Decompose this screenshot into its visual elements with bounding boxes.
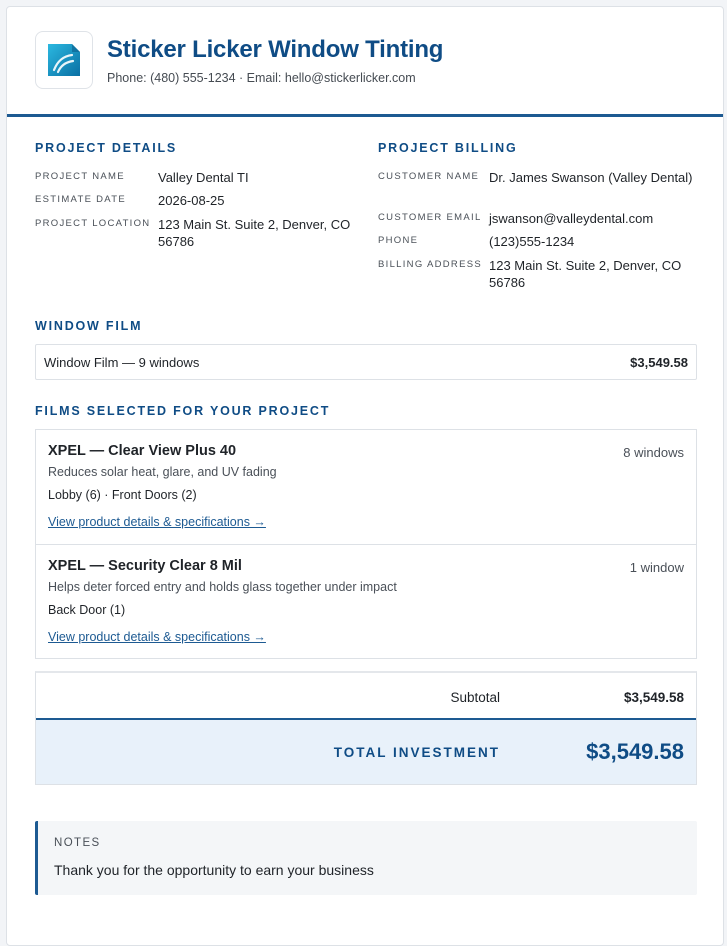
window-film-line-amount: $3,549.58 — [630, 355, 688, 370]
company-contact: Phone: (480) 555-1234 · Email: hello@stickerlicker.com — [107, 71, 416, 85]
field-label: PHONE — [378, 235, 419, 246]
film-name: XPEL — Security Clear 8 Mil — [48, 558, 242, 574]
films-selected-heading: FILMS SELECTED FOR YOUR PROJECT — [35, 404, 331, 418]
field-label: PROJECT LOCATION — [35, 218, 151, 229]
field-project-location — [35, 216, 355, 252]
notes-text: Thank you for the opportunity to earn your business — [54, 862, 374, 878]
film-description: Reduces solar heat, glare, and UV fading — [48, 465, 277, 479]
film-details-link[interactable]: View product details & specifications → — [48, 515, 266, 529]
estimate-document — [6, 6, 724, 946]
notes-box — [35, 821, 697, 895]
notes-label: NOTES — [54, 837, 101, 849]
film-details-link[interactable]: View product details & specifications → — [48, 630, 266, 644]
field-label: CUSTOMER EMAIL — [378, 212, 482, 223]
film-item — [36, 544, 696, 658]
film-description: Helps deter forced entry and holds glass together under impact — [48, 580, 397, 594]
field-value: Valley Dental TI — [158, 170, 249, 185]
film-rooms: Back Door (1) — [48, 603, 126, 617]
field-label: CUSTOMER NAME — [378, 171, 480, 182]
field-label: PROJECT NAME — [35, 171, 125, 182]
field-label: BILLING ADDRESS — [378, 259, 482, 270]
project-billing-heading: PROJECT BILLING — [378, 141, 518, 155]
field-value: Dr. James Swanson (Valley Dental) — [489, 170, 693, 185]
tinted-window-logo-icon — [44, 40, 84, 80]
company-name: Sticker Licker Window Tinting — [107, 36, 444, 63]
field-value: (123)555-1234 — [489, 234, 575, 249]
company-logo — [35, 31, 93, 89]
field-billing-address — [378, 257, 698, 293]
film-window-count: 8 windows — [623, 445, 684, 460]
film-rooms: Lobby (6) · Front Doors (2) — [48, 488, 197, 502]
field-phone — [378, 233, 698, 253]
totals-block — [35, 671, 697, 785]
total-label: TOTAL INVESTMENT — [333, 745, 500, 760]
total-amount: $3,549.58 — [586, 739, 684, 764]
field-customer-email — [378, 210, 698, 230]
project-details-heading: PROJECT DETAILS — [35, 141, 178, 155]
field-customer-name — [378, 169, 698, 205]
window-film-line-label: Window Film — 9 windows — [44, 355, 200, 370]
field-label: ESTIMATE DATE — [35, 194, 126, 205]
film-name: XPEL — Clear View Plus 40 — [48, 443, 237, 459]
window-film-summary — [35, 344, 697, 380]
film-item — [36, 430, 696, 544]
films-list — [35, 429, 697, 659]
document-header — [7, 7, 723, 117]
field-value: 123 Main St. Suite 2, Denver, CO 56786 — [158, 217, 351, 249]
field-project-name — [35, 169, 355, 189]
field-value: 123 Main St. Suite 2, Denver, CO 56786 — [489, 258, 682, 290]
field-value: 2026-08-25 — [158, 193, 225, 208]
window-film-heading: WINDOW FILM — [35, 319, 143, 333]
total-row — [36, 720, 696, 784]
film-window-count: 1 window — [629, 560, 684, 575]
field-estimate-date — [35, 192, 355, 212]
field-value: jswanson@valleydental.com — [489, 211, 654, 226]
subtotal-amount: $3,549.58 — [623, 690, 684, 705]
subtotal-label: Subtotal — [450, 690, 500, 705]
subtotal-row — [36, 673, 696, 720]
